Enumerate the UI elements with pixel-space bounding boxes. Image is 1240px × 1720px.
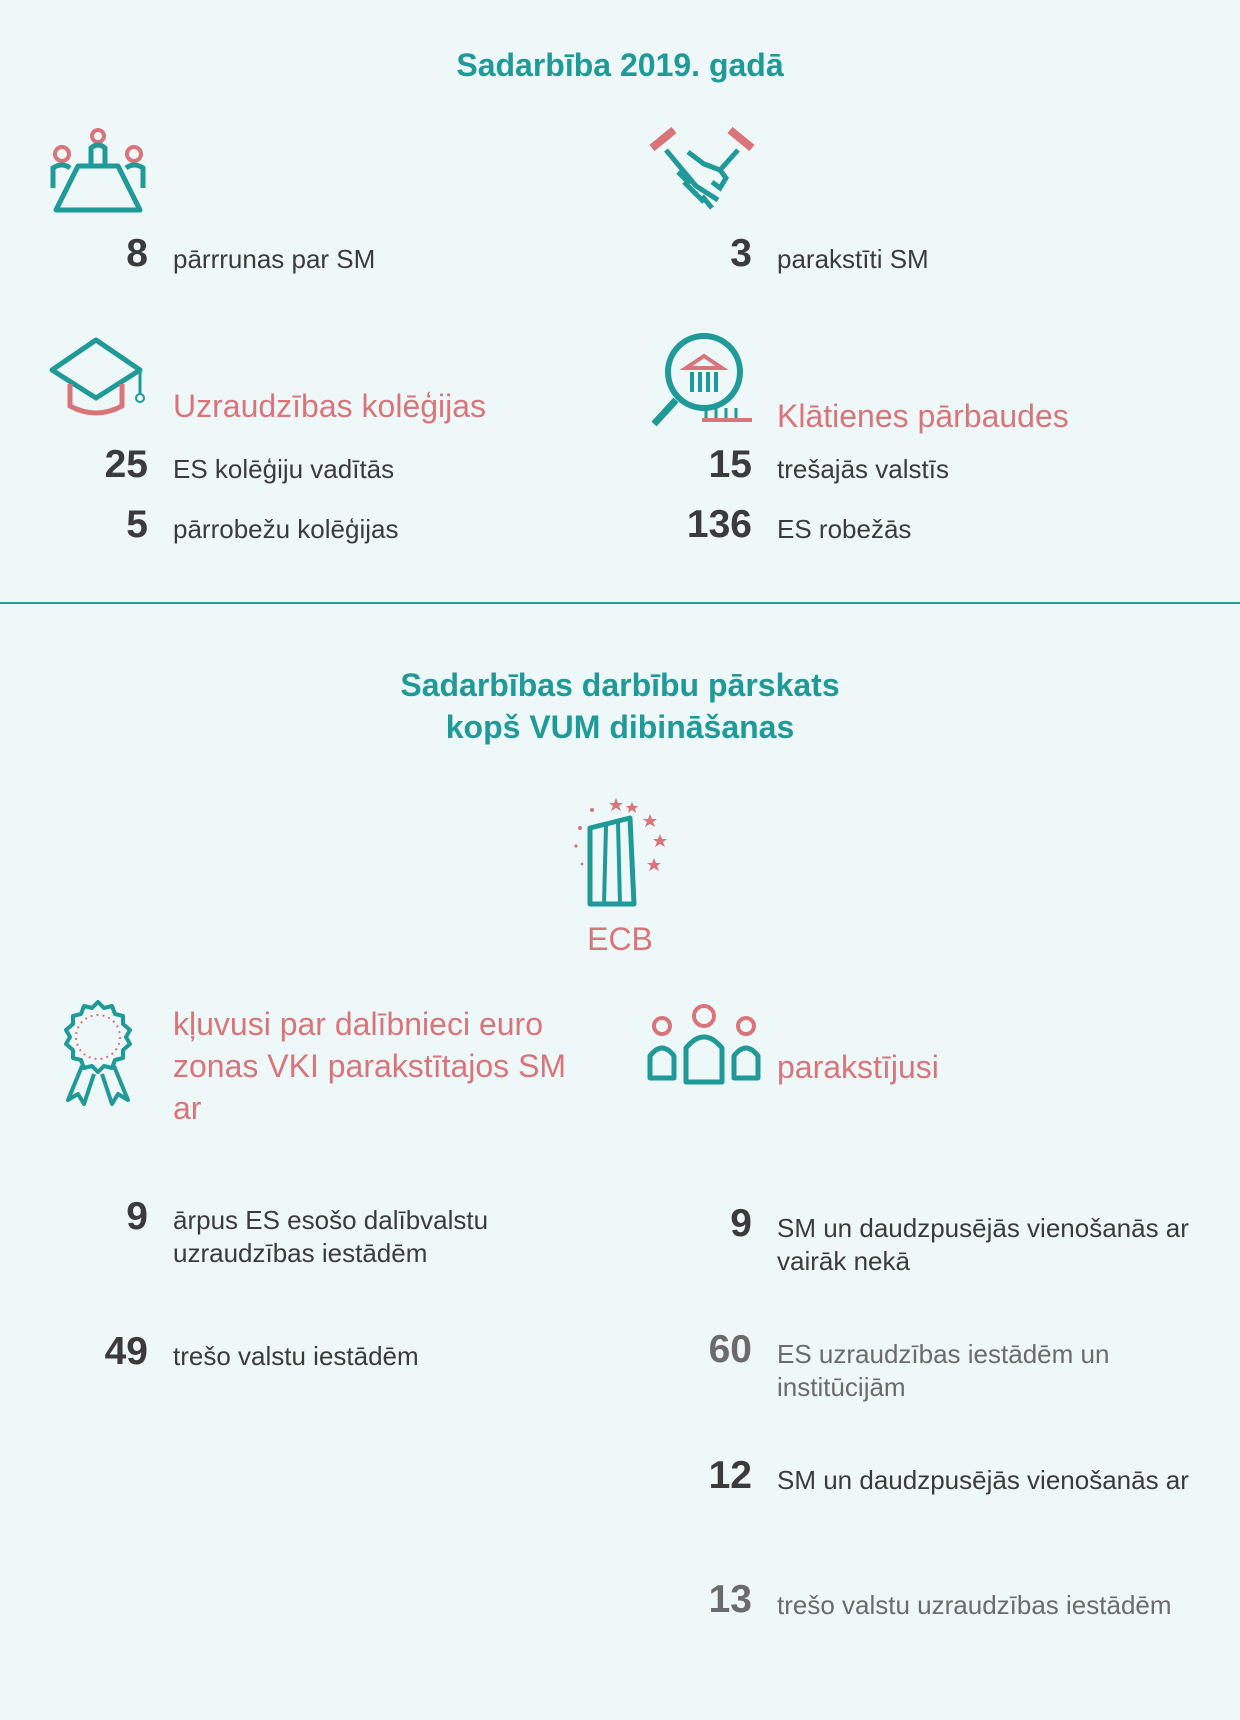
right-row2-label: ES uzraudzības iestādēm un institūcijām (777, 1339, 1110, 1402)
meetings-label: pārrrunas par SM (173, 244, 376, 274)
right-row2-value: 60 (708, 1328, 752, 1371)
colleges-row2-label: pārrobežu kolēģijas (173, 514, 399, 544)
signed-value: 3 (730, 232, 752, 275)
left-row2-label: trešo valstu iestādēm (173, 1341, 419, 1371)
meeting-table-icon (48, 126, 148, 216)
people-group-icon (646, 1002, 762, 1088)
ecb-label: ECB (587, 921, 653, 957)
colleges-row2-value: 5 (126, 503, 148, 546)
inspections-row2-value: 136 (686, 503, 752, 546)
right-row1-label: SM un daudzpusējās vienošanās ar vairāk nekā (777, 1213, 1189, 1276)
right-heading: parakstījusi (777, 1049, 939, 1085)
handshake-icon (648, 126, 756, 214)
right-row4-value: 13 (708, 1578, 752, 1621)
inspections-heading: Klātienes pārbaudes (777, 398, 1069, 434)
section2-title-line1: Sadarbības darbību pārskats (400, 667, 840, 703)
left-row2-value: 49 (104, 1330, 148, 1373)
colleges-row1-label: ES kolēģiju vadītās (173, 454, 395, 484)
right-row1-value: 9 (730, 1202, 752, 1245)
award-ribbon-icon (60, 1000, 136, 1106)
left-heading: kļuvusi par dalībnieci euro zonas VKI parakstītajos SM ar (173, 1006, 567, 1126)
colleges-row1-value: 25 (104, 443, 148, 486)
graduation-cap-icon (48, 334, 148, 426)
section-divider (0, 602, 1240, 604)
ecb-tower-icon (568, 798, 672, 910)
right-row3-value: 12 (708, 1454, 752, 1497)
left-row1-label: ārpus ES esošo dalībvalstu uzraudzības iestādēm (173, 1205, 489, 1268)
inspections-row1-value: 15 (708, 443, 752, 486)
section1-title: Sadarbība 2019. gadā (456, 47, 784, 83)
right-row4-label: trešo valstu uzraudzības iestādēm (777, 1590, 1172, 1620)
right-row3-label: SM un daudzpusējās vienošanās ar (777, 1465, 1189, 1495)
meetings-value: 8 (126, 232, 148, 275)
colleges-heading: Uzraudzības kolēģijas (173, 388, 487, 424)
left-row1-value: 9 (126, 1195, 148, 1238)
signed-label: parakstīti SM (777, 244, 929, 274)
magnifier-bank-icon (648, 330, 752, 434)
section2-title-line2: kopš VUM dibināšanas (445, 709, 795, 745)
inspections-row1-label: trešajās valstīs (777, 454, 949, 484)
inspections-row2-label: ES robežās (777, 514, 912, 544)
